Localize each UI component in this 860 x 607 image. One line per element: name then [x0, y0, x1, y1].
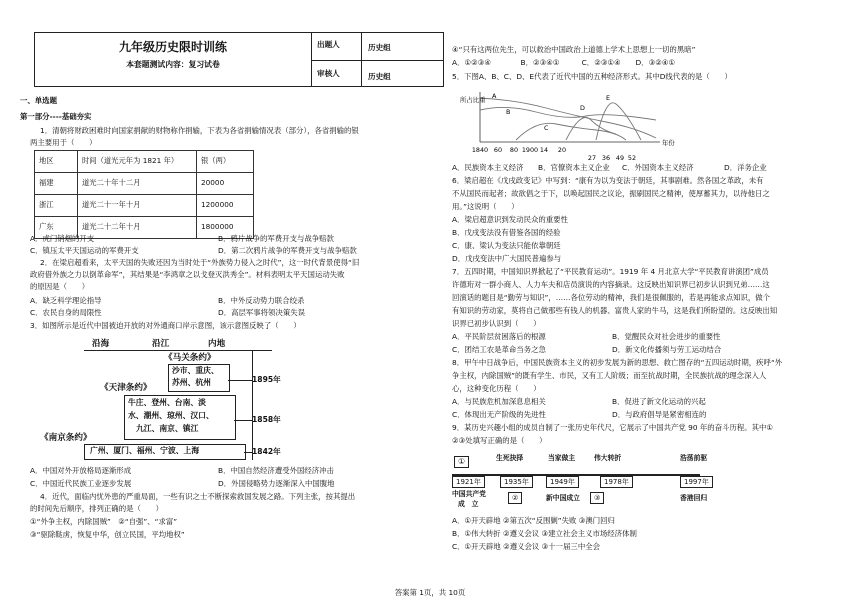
party-history-timeline: [452, 452, 642, 512]
part-title: 第一部分----基础夯实: [20, 112, 92, 121]
year-1858: 1858年: [252, 415, 281, 424]
exam-subtitle: 本套题测试内容：复习试卷: [126, 60, 220, 69]
table-cell: 福建: [35, 173, 78, 195]
q7-line-2: 许德珩对一群小商人、人力车夫和店员演说的内容摘录。这反映出知识界已初步认识到兄弟……这: [452, 280, 770, 289]
q3-option-d: D．外国侵略势力逐渐深入中国腹地: [218, 479, 335, 488]
q5-option-b: B．官僚资本主义企业: [538, 163, 610, 172]
x-tick-label: 49: [615, 154, 625, 162]
series-label-e: E: [606, 94, 611, 102]
table-cell: 1800000: [197, 217, 254, 239]
timeline-label: 生死抉择: [496, 454, 524, 462]
exam-title: 九年级历史限时训练: [118, 40, 227, 54]
q7-option-d: D．新文化传播须与劳工运动结合: [612, 345, 722, 354]
q9-option-a: A．①开天辟地 ②第五次“反围剿”失败 ③澳门回归: [452, 516, 615, 525]
q8-option-c: C．体现出无产阶级的先进性: [452, 410, 546, 419]
setter-value: 历史组: [368, 43, 391, 52]
x-tick-label: 80: [509, 146, 519, 154]
timeline-year: 1978年: [600, 476, 633, 488]
table-header: 地区: [35, 151, 78, 173]
x-tick-label: 20: [557, 146, 567, 154]
map-col-river: 沿江: [152, 339, 170, 349]
section-title: 一、单选题: [20, 96, 57, 105]
q6-option-b: B．戊戌变法没有借鉴各国的经验: [452, 228, 561, 237]
table-header-row: [35, 151, 254, 173]
q7-option-c: C．团结工农是革命当务之急: [452, 345, 546, 354]
q7-option-a: A．平民阶层贫困落后的根源: [452, 332, 546, 341]
year-1842: 1842年: [252, 447, 281, 456]
series-label-b: B: [506, 108, 511, 116]
x-tick-label: 60: [493, 146, 503, 154]
q2-line-1: 2．在梁启超看来，太平天国的失败还因为当时处于“外族势力侵入之时代”，这一时代背景使得“旧: [40, 258, 360, 267]
table-cell: 浙江: [35, 195, 78, 217]
timeline-bottom-label: 成 立: [458, 500, 479, 508]
timeline-year: 1921年: [452, 476, 485, 488]
timeline-bottom-label: 中国共产党: [452, 490, 486, 498]
treaty-tianjin: 《天津条约》: [100, 383, 152, 393]
reviewer-value: 历史组: [368, 72, 391, 81]
x-axis-label: 年份: [662, 139, 675, 147]
tianjin-cities: 九江、南京、镇江: [136, 424, 199, 433]
q9-line-1: 9．某历史兴趣小组的成员自制了一张历史年代尺，它展示了中国共产党 90 年的奋斗历程。其中①: [452, 423, 774, 432]
table-header: 时间（道光元年为 1821 年）: [78, 151, 197, 173]
timeline-year: 1949年: [546, 476, 579, 488]
q2-option-d: D．高层军事将领决策失误: [218, 308, 305, 317]
timeline-mid-label: 新中国成立: [546, 494, 580, 502]
treaty-nanjing: 《南京条约》: [40, 433, 92, 443]
q6-option-d: D．戊戌变法中广大国民普遍参与: [452, 254, 562, 263]
q5-stem: 5．下图A、B、C、D、E代表了近代中国的五种经济形式。其中D线代表的是（ ）: [452, 72, 732, 81]
q5-option-c: C．外国资本主义经济: [622, 163, 694, 172]
q3-option-a: A．中国对外开放格局逐渐形成: [30, 466, 132, 475]
timeline-label-forward: 浩荡前驱: [680, 454, 708, 462]
q4-line-2: 的时间先后顺序，排列正确的是（ ）: [30, 504, 164, 513]
timeline-circle-3: ③: [590, 492, 604, 504]
series-d-line: [566, 118, 616, 141]
map-col-inland: 内地: [208, 339, 226, 349]
table-cell: 20000: [197, 173, 254, 195]
donation-table: [34, 150, 254, 239]
q2-option-a: A．缺乏科学理论指导: [30, 296, 102, 305]
q2-option-b: B．中外反动势力联合绞杀: [218, 296, 305, 305]
x-tick-label: 1840: [471, 146, 489, 154]
timeline-hk-label: 香港回归: [680, 494, 708, 502]
q9-line-2: ②③处填写正确的是（ ）: [452, 436, 547, 445]
timeline-label: 伟大转折: [594, 454, 622, 462]
q4-item-4: ④“只有这两位先生，可以救治中国政治上道德上学术上思想上一切的黑暗”: [452, 45, 696, 54]
nanjing-cities: 广州、厦门、福州、宁波、上海: [90, 446, 200, 455]
q3-stem: 3．如图所示是近代中国被迫开放的对外通商口岸示意图，该示意图反映了（ ）: [30, 321, 301, 330]
q1-option-b: B．鸦片战争的军费开支与战争赔款: [218, 234, 334, 243]
series-label-a: A: [492, 92, 497, 100]
y-axis-label: 所占比重: [460, 96, 486, 104]
tianjin-cities: 水、潮州、琼州、汉口、: [128, 411, 214, 420]
q6-line-2: 不从国民而起者；故欲倡之于下，以唤起国民之议论，振刷国民之精神，使厚蓄其力，以待他日之: [452, 189, 770, 198]
q7-line-1: 7．五四时期，中国知识界掀起了“平民教育运动”。1919 年 4 月北京大学“平民教育讲演团”成员: [452, 267, 769, 276]
q4-options: A．①②③④ B．②③④① C．②③①④ D．③②④①: [452, 58, 676, 67]
q4-line-1: 4．近代，面临内忧外患的严重局面，一些有识之士不断探索救国发展之路。下列主张，按其提出: [40, 492, 356, 501]
x-tick-label: 14: [539, 146, 549, 154]
q4-items-2: ③“驱除鞑虏，恢复中华，创立民国，平均地权”: [30, 530, 185, 539]
timeline-year: 1935年: [500, 476, 533, 488]
q6-line-3: 用。”这说明（ ）: [452, 202, 519, 211]
table-cell: 道光二十一年十月: [78, 195, 197, 217]
q8-line-1: 8．甲午中日战争后，中国民族资本主义的初步发展为新的思想、救亡图存的“五四运动时期，疾呼“外: [452, 358, 783, 367]
q1-option-a: A．虎门销烟的开支: [30, 234, 95, 243]
x-tick-label: 36: [601, 154, 611, 162]
treaty-port-diagram: [40, 338, 280, 460]
timeline-circle-1: ①: [454, 456, 469, 468]
q6-option-c: C．康、梁认为变法只能依靠朝廷: [452, 241, 561, 250]
exam-header-box: [34, 32, 444, 87]
q2-line-3: 的原因是（ ）: [30, 282, 90, 291]
table-cell: 广东: [35, 217, 78, 239]
table-cell: 1200000: [197, 195, 254, 217]
q9-option-c: C．①开天辟地 ②遵义会议 ③十一届三中全会: [452, 542, 600, 551]
reviewer-label: 审核人: [317, 69, 340, 78]
maguan-cities: 苏州、杭州: [172, 378, 211, 387]
q7-line-4: 有知识的劳动家，莫将自己做那些有钱人的机器、富贵人家的牛马，这是我们所盼望的。这反映出知: [452, 306, 778, 315]
q8-option-b: B．促进了新文化运动的兴起: [612, 397, 706, 406]
series-a-line: [480, 98, 656, 138]
treaty-maguan: 《马关条约》: [164, 353, 216, 363]
setter-label: 出题人: [317, 40, 340, 49]
series-label-c: C: [544, 124, 549, 132]
q2-option-c: C．农民自身的局限性: [30, 308, 102, 317]
economy-trend-chart: [456, 90, 676, 162]
x-tick-label: 52: [627, 154, 637, 162]
q6-line-1: 6．梁启超在《戊戌政变记》中写到：“康有为以为变法于朝廷，其事剧难。然各国之革政，未有: [452, 176, 764, 185]
q5-option-a: A．民族资本主义经济: [452, 163, 524, 172]
q2-line-2: 政府借外族之力以倒革命军”，其结果是“李鸿章之以戈登灭洪秀全”。材料表明太平天国运动失败: [30, 270, 345, 279]
timeline-label: 当家做主: [548, 454, 576, 462]
q8-option-d: D．与政府倡导是紧密相连的: [612, 410, 707, 419]
table-header: 银（两）: [197, 151, 254, 173]
table-row: [35, 173, 254, 195]
q3-option-b: B．中国自然经济遭受外国经济冲击: [218, 466, 334, 475]
q8-line-2: 争主权，内除国贼”的既有学生、市民，又有工人阶级；而至抗战时期，全民族抗战的理念深入人: [452, 371, 767, 380]
table-cell: 道光二十二年十月: [78, 217, 197, 239]
timeline-circle-2: ②: [508, 492, 522, 504]
q3-option-c: C．中国近代民族工业逐步发展: [30, 479, 132, 488]
q6-option-a: A．梁启超意识到发动民众的重要性: [452, 215, 568, 224]
timeline-year-1997: 1997年: [680, 476, 713, 488]
x-tick-label: 1900: [521, 146, 539, 154]
q9-option-b: B．①伟大转折 ②遵义会议 ③建立社会主义市场经济体制: [452, 529, 637, 538]
q1-option-d: D．第二次鸦片战争的军费开支与战争赔款: [218, 246, 357, 255]
year-1895: 1895年: [252, 375, 281, 384]
table-cell: 道光二十年十二月: [78, 173, 197, 195]
page-footer: 答案第 1页，共 10页: [394, 588, 466, 597]
q5-option-d: D．洋务企业: [724, 163, 767, 172]
tianjin-cities: 牛庄、登州、台南、淡: [128, 398, 206, 407]
q8-line-3: 心，这种变化历程（ ）: [452, 384, 541, 393]
q4-items-1: ①“外争主权，内除国贼” ②“自强”、“求富”: [30, 517, 178, 526]
q1-option-c: C．镇压太平天国运动的军费开支: [30, 246, 139, 255]
q1-stem-2: 两主要用于（ ）: [30, 138, 97, 147]
q8-option-a: A．与民族危机加深息息相关: [452, 397, 546, 406]
q1-stem-1: 1．清朝将财政困难时向国家捐献的财物称作捐输，下表为各省捐输情况表（部分），各省捐输的银: [40, 126, 359, 135]
table-row: [35, 195, 254, 217]
maguan-cities: 沙市、重庆、: [172, 366, 219, 375]
q7-line-3: 回演话的题目是“勤劳与知识”，……各位劳动的精神，我们是很佩服的，若是再能求点知识，做个: [452, 293, 771, 302]
x-tick-label: 27: [587, 154, 597, 162]
series-label-d: D: [580, 104, 585, 112]
q7-line-5: 识界已初步认识到（ ）: [452, 319, 541, 328]
map-col-coastal: 沿海: [92, 339, 110, 349]
q7-option-b: B．觉醒民众对社会进步的重要性: [612, 332, 721, 341]
